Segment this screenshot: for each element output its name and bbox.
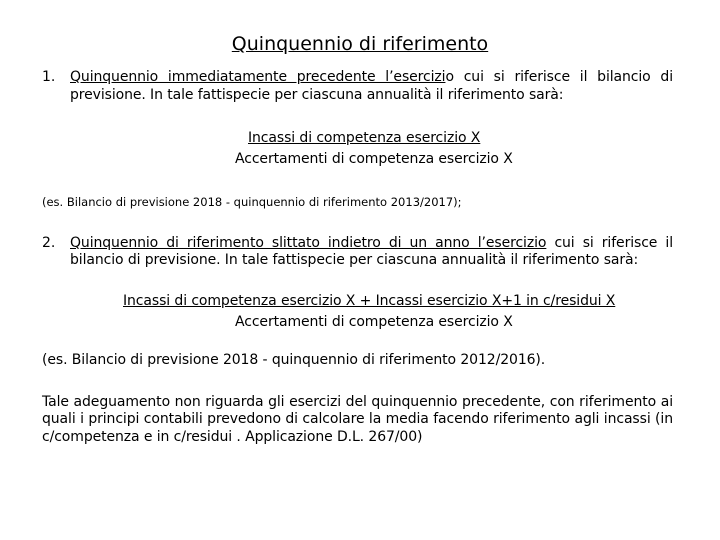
closing-line-3: c/competenza e in c/residui . Applicazione D.L. 267/00) (42, 429, 423, 445)
page-title: Quinquennio di riferimento (231, 33, 489, 55)
closing-line-1: Tale adeguamento non riguarda gli esercizi del quinquennio precedente, con riferimento ai (42, 394, 673, 410)
item-2-number: 2. (42, 235, 56, 251)
item-2-text: cui si riferisce il (546, 235, 673, 251)
formula-2-numerator: Incassi di competenza esercizio X + Incassi esercizio X+1 in c/residui X (123, 293, 616, 309)
formula-2-denominator: Accertamenti di competenza esercizio X (235, 314, 513, 330)
item-1-line-1 (70, 69, 673, 85)
item-1-line-2: previsione. In tale fattispecie per ciascuna annualità il riferimento sarà: (70, 87, 564, 103)
formula-1-numerator: Incassi di competenza esercizio X (248, 130, 481, 146)
example-1: (es. Bilancio di previsione 2018 - quinquennio di riferimento 2013/2017); (42, 195, 462, 209)
item-2-line-1 (70, 235, 673, 251)
example-2: (es. Bilancio di previsione 2018 - quinquennio di riferimento 2012/2016). (42, 352, 546, 368)
item-1-underlined-text: Quinquennio immediatamente precedente l’esercizi (70, 69, 446, 85)
closing-line-2: quali i principi contabili prevedono di calcolare la media facendo riferimento agli incassi (in (42, 411, 673, 427)
item-2-underlined-text: Quinquennio di riferimento slittato indietro di un anno l’esercizio (70, 235, 547, 251)
formula-1-denominator: Accertamenti di competenza esercizio X (235, 151, 513, 167)
item-1-number: 1. (42, 69, 56, 85)
item-1-text: o cui si riferisce il bilancio di (445, 69, 674, 85)
item-2-line-2: bilancio di previsione. In tale fattispecie per ciascuna annualità il riferimento sarà: (70, 252, 639, 268)
